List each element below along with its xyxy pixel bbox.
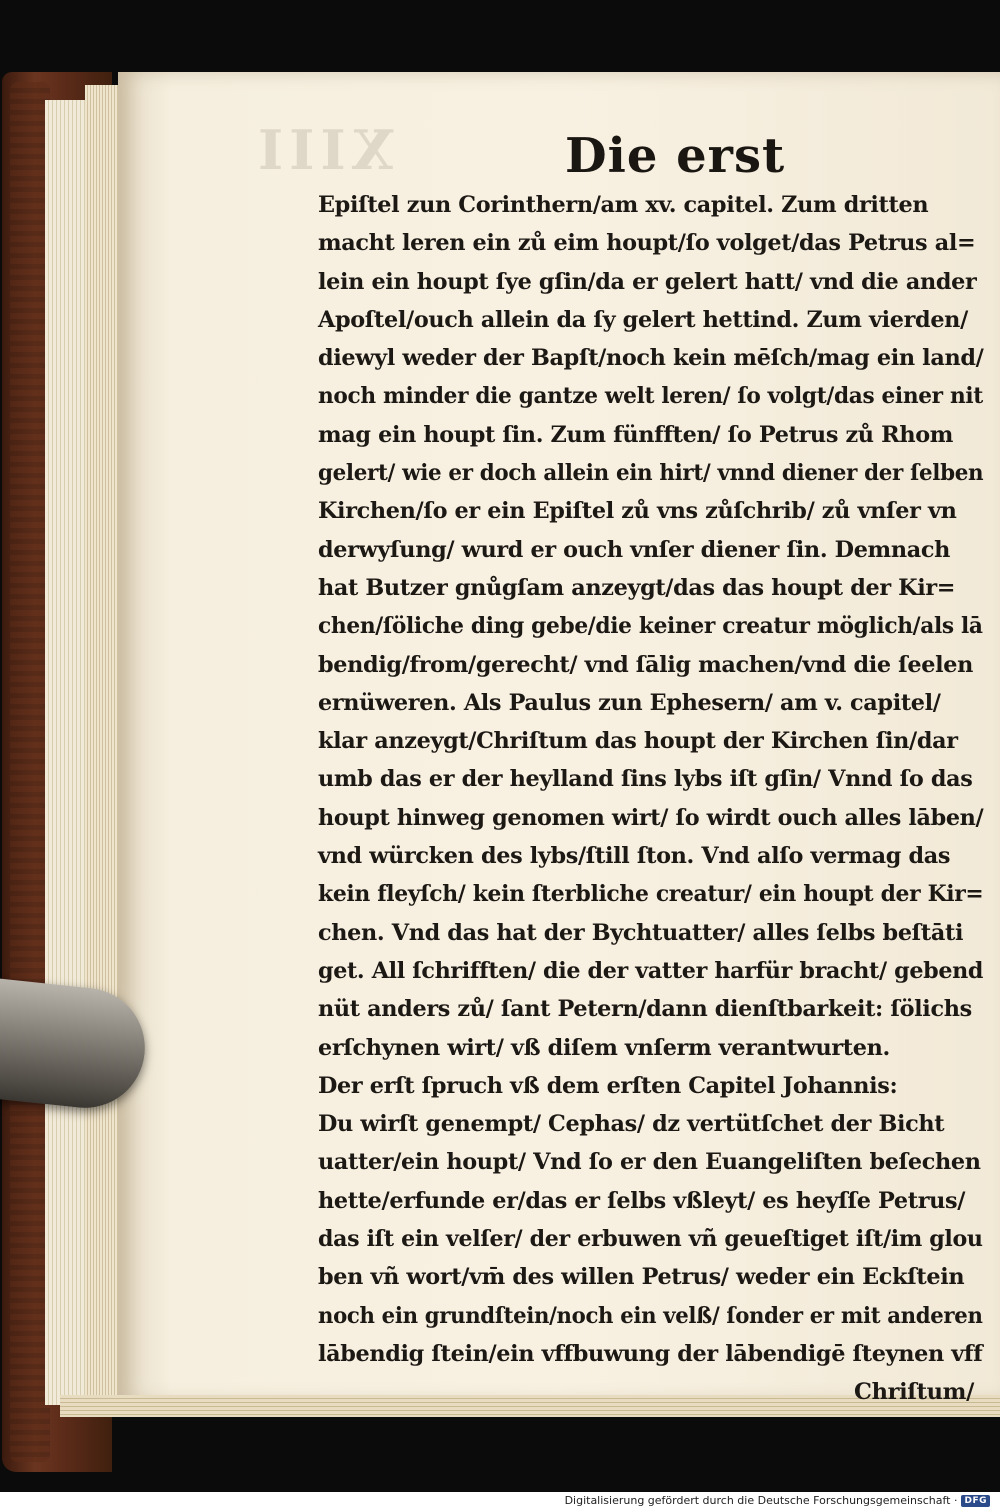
text-line: ernüweren. Als Paulus zun Ephesern/ am v. capitel/ [318,689,941,716]
bleed-through-folio: XIII [252,118,394,182]
text-line: houpt hinweg genomen wirt/ ſo wirdt ouch alles lāben/ [318,804,984,831]
text-line: chen/ſöliche ding gebe/die keiner creatur möglich/als lā [318,613,983,640]
text-line: vnd würcken des lybs/ſtill ſton. Vnd alſo vermag das [318,843,951,870]
text-line: Epiſtel zun Corinthern/am xv. capitel. Zum dritten [318,192,929,218]
text-line: lābendig ſtein/ein vffbuwung der lābendigē ſteynen vff [318,1340,983,1367]
text-line: umb das er der heylland ſins lybs iſt gſin/ Vnnd ſo das [318,766,973,793]
body-text [318,186,988,1412]
text-line: hat Butzer gnůgſam anzeygt/das das houpt der Kir= [318,574,956,601]
text-line: uatter/ein houpt/ Vnd ſo er den Euangeliſten beſechen [318,1149,981,1176]
text-line: erſchynen wirt/ vß diſem vnſerm verantwurten. [318,1034,890,1061]
text-line: chen. Vnd das hat der Bychtuatter/ alles ſelbs beſtāti [318,919,964,946]
text-line: hette/erfunde er/das er ſelbs vßleyt/ es heyſſe Petrus/ [318,1187,966,1214]
catchword: Chriſtum/ [854,1379,974,1406]
text-line: get. All ſchrifften/ die der vatter harfür bracht/ gebend [318,957,984,984]
text-line: noch minder die gantze welt leren/ ſo volgt/das einer nit [318,383,983,410]
running-head: Die erst [565,128,786,184]
text-line: mag ein houpt ſin. Zum fünfften/ ſo Petrus zů Rhom [318,421,954,448]
text-line: Kirchen/ſo er ein Epiſtel zů vns zůſchrib/ zů vnſer vn [318,498,957,525]
text-line: diewyl weder der Bapſt/noch kein mēſch/mag ein land/ [318,345,984,372]
text-line: nüt anders zů/ ſant Petern/dann dienſtbarkeit: ſölichs [318,996,972,1023]
text-line: lein ein houpt ſye gſin/da er gelert hatt/ vnd die ander [318,268,977,295]
text-line: Apoſtel/ouch allein da ſy gelert hettind. Zum vierden/ [318,306,968,333]
text-line: ben vñ wort/vm̄ des willen Petrus/ weder ein Eckſtein [318,1264,965,1291]
text-line: noch ein grundſtein/noch ein velß/ ſonder er mit anderen [318,1302,983,1329]
text-line: bendig/from/gerecht/ vnd ſālig machen/vnd die ſeelen [318,651,974,678]
text-line: gelert/ wie er doch allein ein hirt/ vnnd diener der ſelben [318,460,984,487]
text-line: macht leren ein zů eim houpt/ſo volget/das Petrus al= [318,230,976,257]
cover-texture [10,82,50,1462]
text-line: das iſt ein velſer/ der erbuwen vñ geueſtiget iſt/im glou [318,1226,983,1253]
text-line: Der erſt ſpruch vß dem erſten Capitel Johannis: [318,1072,898,1099]
text-line: Du wirſt genempt/ Cephas/ dz vertütſchet der Bicht [318,1111,945,1138]
text-line: kein fleyſch/ kein ſterbliche creatur/ ein houpt der Kir= [318,881,984,908]
text-line: klar anzeygt/Chriſtum das houpt der Kirchen ſin/dar [318,728,958,755]
text-line: derwyſung/ wurd er ouch vnſer diener ſin. Demnach [318,536,950,563]
footer-credit [565,1494,990,1507]
dfg-logo-icon: DFG [961,1495,990,1507]
footer-text: Digitalisierung gefördert durch die Deutsche Forschungsgemeinschaft · [564,1494,958,1507]
